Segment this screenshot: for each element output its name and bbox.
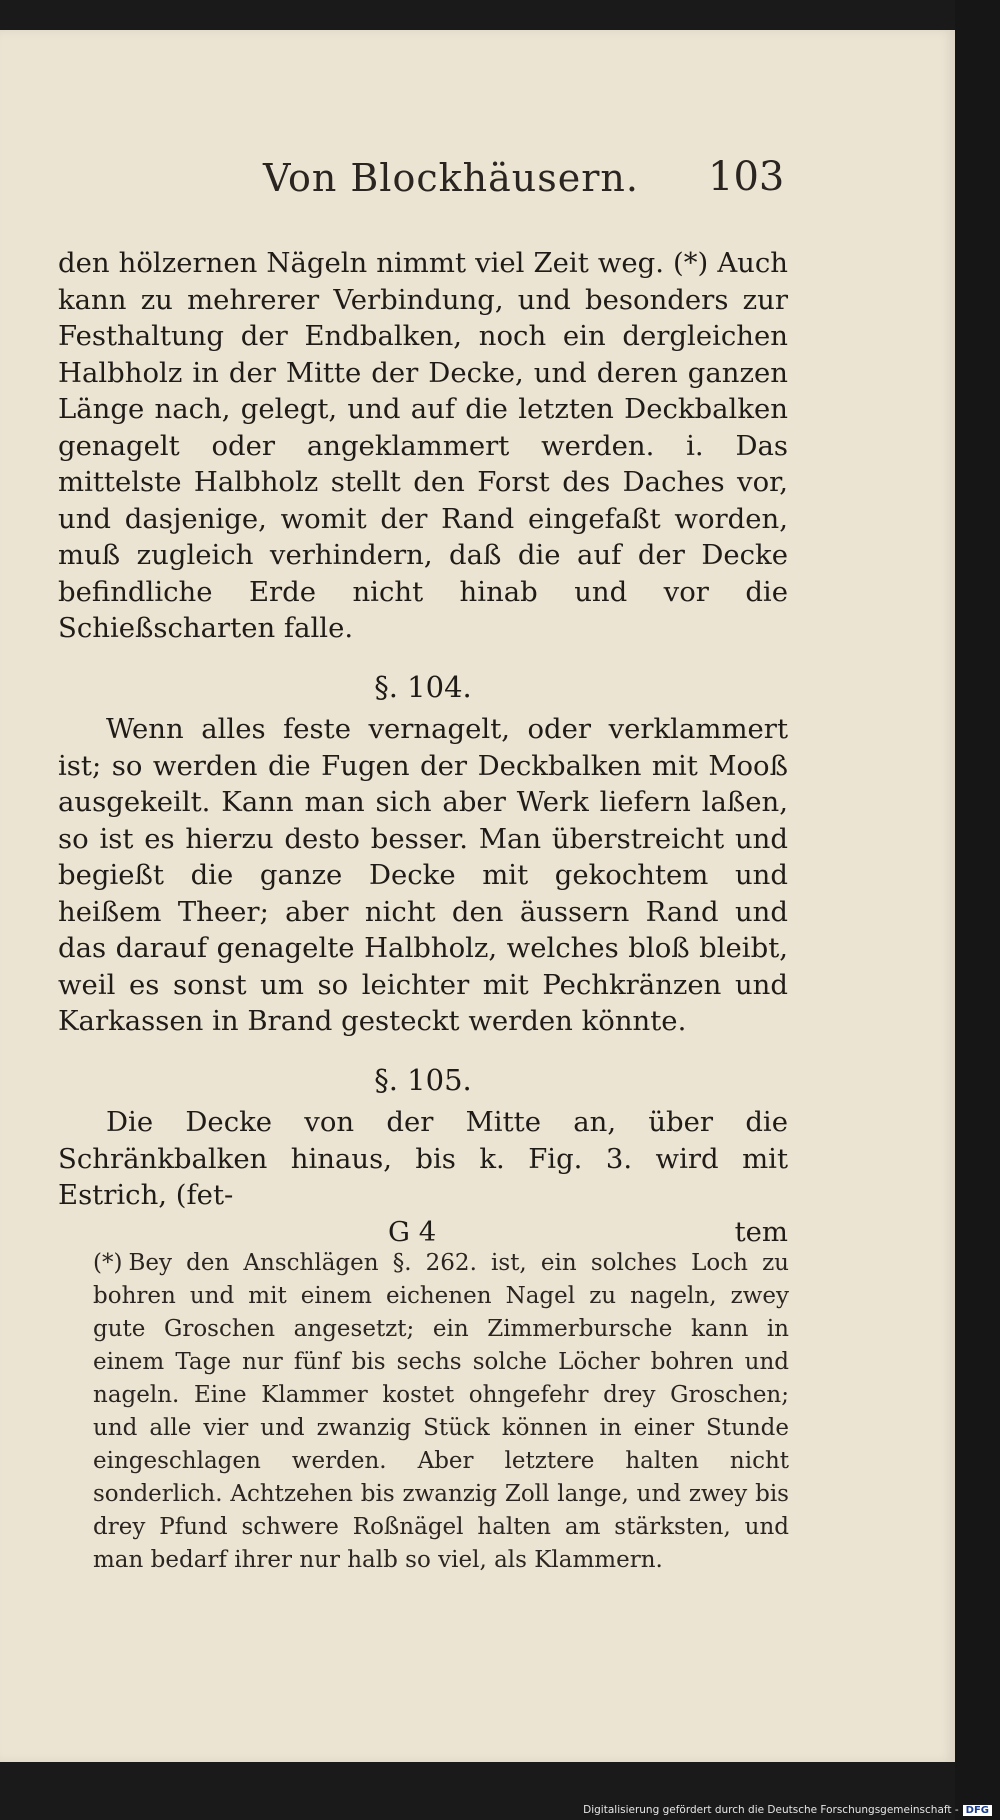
credit-text: Digitalisierung gefördert durch die Deutsche Forschungsgemeinschaft - xyxy=(583,1804,959,1816)
paragraph-3: Die Decke von der Mitte an, über die Schränkbalken hinaus, bis k. Fig. 3. wird mit Estrich, (fet- xyxy=(58,1106,788,1211)
footnote-text: Bey den Anschlägen §. 262. ist, ein solches Loch zu bohren und mit einem eichenen Nagel zu nageln, zwey gute Groschen angesetzt; ein Zimmerbursche kann in einem Tage nur fünf bis sechs solche Löcher bohren und nageln. Eine Klammer kostet ohngefehr drey Groschen; und alle vier und zwanzig Stück können in einer Stunde eingeschlagen werden. Aber letztere halten nicht sonderlich. Achtzehen bis zwanzig Zoll lange, und zwey bis drey Pfund schwere Roßnägel halten am stärksten, und man bedarf ihrer nur halb so viel, als Klammern. xyxy=(93,1250,789,1573)
signature-mark: G 4 xyxy=(388,1215,437,1248)
scan-border xyxy=(955,0,1000,1820)
catchword: tem xyxy=(734,1215,788,1248)
footnote-mark: (*) xyxy=(93,1250,123,1276)
page-header xyxy=(0,138,955,208)
dfg-logo: DFG xyxy=(963,1805,992,1816)
section-heading-105: §. 105. xyxy=(374,1062,472,1097)
footnote xyxy=(93,1247,789,1577)
signature-line xyxy=(58,1214,788,1250)
page-number: 103 xyxy=(708,154,785,200)
paragraph-1: den hölzernen Nägeln nimmt viel Zeit weg. (*) Auch kann zu mehrerer Verbindung, und besonders zur Festhaltung der Endbalken, noch ein dergleichen Halbholz in der Mitte der Decke, und deren ganzen Länge nach, gelegt, und auf die letzten Deckbalken genagelt oder angeklammert werden. i. Das mittelste Halbholz stellt den Forst des Daches vor, und dasjenige, womit der Rand eingefaßt worden, muß zugleich verhindern, daß die auf der Decke befindliche Erde nicht hinab und vor die Schießscharten falle. xyxy=(58,247,788,644)
running-head: Von Blockhäusern. xyxy=(263,156,639,200)
digitization-credit xyxy=(583,1804,992,1816)
paragraph-2: Wenn alles feste vernagelt, oder verklammert ist; so werden die Fugen der Deckbalken mit Mooß ausgekeilt. Kann man sich aber Werk liefern laßen, so ist es hierzu desto besser. Man überstreicht und begießt die ganze Decke mit gekochtem und heißem Theer; aber nicht den äussern Rand und das darauf genagelte Halbholz, welches bloß bleibt, weil es sonst um so leichter mit Pechkränzen und Karkassen in Brand gesteckt werden könnte. xyxy=(58,713,788,1037)
section-heading-104: §. 104. xyxy=(374,669,472,704)
body-text xyxy=(58,245,788,1250)
